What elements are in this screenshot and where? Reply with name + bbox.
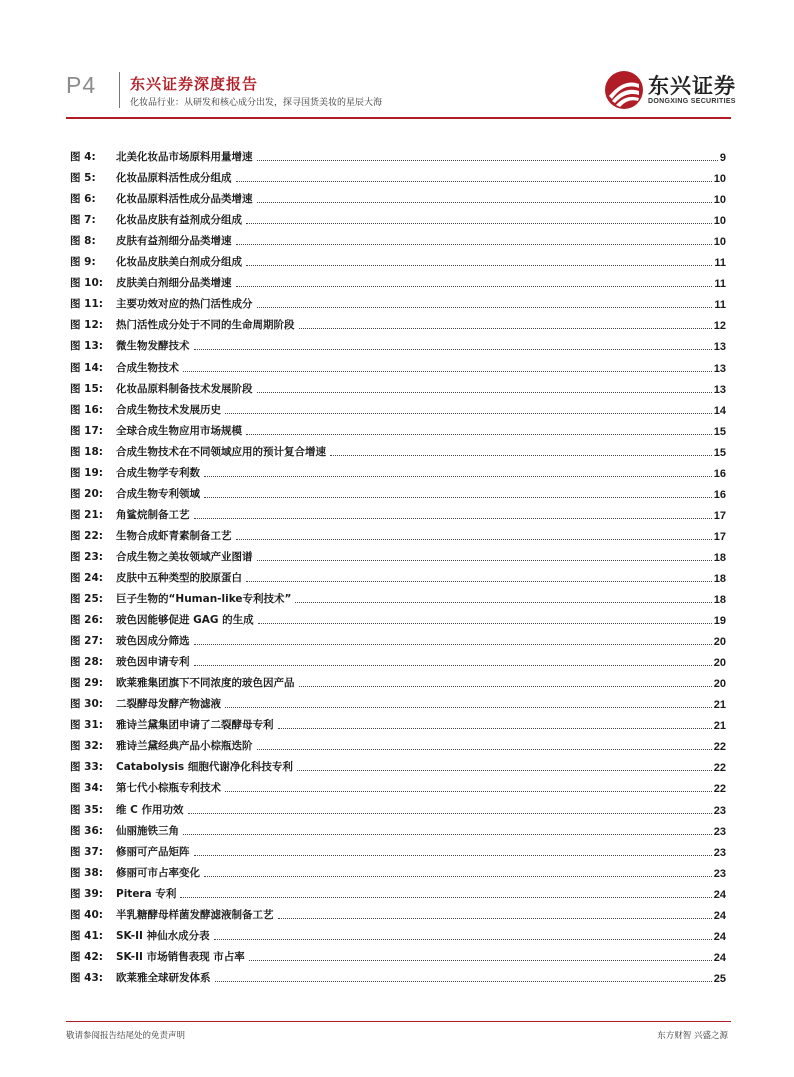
toc-entry[interactable]	[70, 501, 726, 522]
dot-leader	[299, 328, 712, 329]
toc-entry[interactable]	[70, 901, 726, 922]
figure-title: 生物合成虾青素制备工艺	[116, 529, 232, 542]
figure-title: 合成生物技术在不同领域应用的预计复合增速	[116, 445, 326, 458]
page-reference: 24	[713, 888, 726, 901]
page-reference: 24	[713, 930, 726, 943]
dot-leader	[183, 834, 712, 835]
toc-entry[interactable]	[70, 817, 726, 838]
toc-entry[interactable]	[70, 332, 726, 353]
figure-title: 热门活性成分处于不同的生命周期阶段	[116, 319, 295, 332]
page-reference: 22	[713, 783, 726, 796]
dot-leader	[236, 539, 712, 540]
figure-title: 化妆品皮肤美白剂成分组成	[116, 256, 242, 269]
toc-entry[interactable]	[70, 838, 726, 859]
toc-entry[interactable]	[70, 732, 726, 753]
figure-title: 微生物发酵技术	[116, 340, 190, 353]
figure-number: 图 19:	[70, 466, 103, 479]
toc-entry[interactable]	[70, 943, 726, 964]
figure-title: 主要功效对应的热门活性成分	[116, 298, 253, 311]
figure-title: SK-II 市场销售表现 市占率	[116, 950, 245, 963]
page-reference: 22	[713, 741, 726, 754]
figure-title: 合成生物学专利数	[116, 466, 200, 479]
figure-title: 修丽可市占率变化	[116, 866, 200, 879]
dot-leader	[257, 202, 712, 203]
figure-index-list	[70, 143, 726, 985]
page-reference: 19	[713, 615, 726, 628]
dot-leader	[278, 728, 712, 729]
figure-number: 图 15:	[70, 382, 103, 395]
figure-title: 玻色因申请专利	[116, 656, 190, 669]
page-reference: 23	[713, 825, 726, 838]
figure-number: 图 17:	[70, 424, 103, 437]
figure-title: 雅诗兰黛经典产品小棕瓶迭阶	[116, 740, 253, 753]
page-reference: 23	[713, 846, 726, 859]
page-reference: 20	[713, 636, 726, 649]
figure-number: 图 26:	[70, 614, 103, 627]
dot-leader	[246, 581, 712, 582]
logo-english-name: DONGXING SECURITIES	[648, 98, 736, 105]
toc-entry[interactable]	[70, 922, 726, 943]
figure-title: 化妆品原料制备技术发展阶段	[116, 382, 253, 395]
company-logo	[604, 70, 734, 112]
dot-leader	[225, 413, 712, 414]
dot-leader	[257, 160, 718, 161]
figure-number: 图 7:	[70, 214, 96, 227]
figure-number: 图 8:	[70, 235, 96, 248]
figure-title: 皮肤中五种类型的胶原蛋白	[116, 571, 242, 584]
footer-rule	[66, 1021, 731, 1022]
page-reference: 15	[713, 446, 726, 459]
logo-chinese-name: 东兴证券	[648, 74, 736, 98]
figure-title: 修丽可产品矩阵	[116, 845, 190, 858]
footer-slogan: 东方财智 兴盛之源	[657, 1031, 728, 1041]
dot-leader	[225, 791, 712, 792]
figure-title: 欧莱雅集团旗下不同浓度的玻色因产品	[116, 677, 295, 690]
page-reference: 9	[719, 152, 726, 165]
figure-title: SK-II 神仙水成分表	[116, 929, 210, 942]
dot-leader	[204, 876, 712, 877]
dot-leader	[204, 497, 712, 498]
page-reference: 11	[714, 257, 726, 270]
dot-leader	[246, 434, 712, 435]
figure-number: 图 27:	[70, 635, 103, 648]
figure-title: 化妆品原料活性成分品类增速	[116, 193, 253, 206]
toc-entry[interactable]	[70, 290, 726, 311]
figure-number: 图 6:	[70, 193, 96, 206]
figure-number: 图 35:	[70, 803, 103, 816]
figure-title: 角鲨烷制备工艺	[116, 508, 190, 521]
dot-leader	[194, 644, 712, 645]
dot-leader	[330, 455, 712, 456]
toc-entry[interactable]	[70, 227, 726, 248]
toc-entry[interactable]	[70, 774, 726, 795]
page-reference: 13	[713, 362, 726, 375]
figure-number: 图 20:	[70, 487, 103, 500]
figure-number: 图 12:	[70, 319, 103, 332]
figure-number: 图 41:	[70, 929, 103, 942]
page-reference: 21	[713, 699, 726, 712]
toc-entry[interactable]	[70, 753, 726, 774]
dot-leader	[297, 770, 712, 771]
figure-title: 玻色因成分筛选	[116, 635, 190, 648]
toc-entry[interactable]	[70, 711, 726, 732]
page-number: P4	[66, 72, 97, 98]
dot-leader	[236, 181, 712, 182]
toc-entry[interactable]	[70, 143, 726, 164]
dot-leader	[257, 749, 712, 750]
figure-number: 图 23:	[70, 550, 103, 563]
header-divider	[119, 72, 120, 108]
figure-number: 图 24:	[70, 571, 103, 584]
toc-entry[interactable]	[70, 627, 726, 648]
figure-number: 图 14:	[70, 361, 103, 374]
dot-leader	[257, 307, 713, 308]
toc-entry[interactable]	[70, 164, 726, 185]
figure-title: 半乳糖酵母样菌发酵滤液制备工艺	[116, 908, 274, 921]
figure-title: 第七代小棕瓶专利技术	[116, 782, 221, 795]
figure-number: 图 34:	[70, 782, 103, 795]
header-rule	[66, 117, 731, 119]
figure-title: 合成生物技术	[116, 361, 179, 374]
figure-title: Catabolysis 细胞代谢净化科技专利	[116, 761, 293, 774]
page-reference: 21	[713, 720, 726, 733]
figure-number: 图 25:	[70, 593, 103, 606]
figure-number: 图 36:	[70, 824, 103, 837]
page-reference: 15	[713, 425, 726, 438]
figure-title: Pitera 专利	[116, 887, 177, 900]
toc-entry[interactable]	[70, 185, 726, 206]
toc-entry[interactable]	[70, 564, 726, 585]
toc-entry[interactable]	[70, 543, 726, 564]
figure-number: 图 40:	[70, 908, 103, 921]
page-reference: 10	[713, 173, 726, 186]
figure-number: 图 28:	[70, 656, 103, 669]
dot-leader	[225, 707, 712, 708]
page-reference: 20	[713, 678, 726, 691]
figure-title: 化妆品皮肤有益剂成分组成	[116, 214, 242, 227]
page-reference: 16	[713, 467, 726, 480]
toc-entry[interactable]	[70, 438, 726, 459]
figure-number: 图 11:	[70, 298, 103, 311]
figure-number: 图 13:	[70, 340, 103, 353]
page-reference: 25	[713, 972, 726, 985]
figure-number: 图 18:	[70, 445, 103, 458]
figure-title: 玻色因能够促进 GAG 的生成	[116, 614, 254, 627]
dot-leader	[180, 897, 711, 898]
figure-number: 图 31:	[70, 719, 103, 732]
toc-entry[interactable]	[70, 396, 726, 417]
toc-entry[interactable]	[70, 522, 726, 543]
dot-leader	[194, 665, 712, 666]
toc-entry[interactable]	[70, 480, 726, 501]
figure-number: 图 38:	[70, 866, 103, 879]
figure-title: 维 C 作用功效	[116, 803, 184, 816]
page-header	[0, 0, 794, 122]
toc-entry[interactable]	[70, 459, 726, 480]
figure-number: 图 43:	[70, 971, 103, 984]
dot-leader	[194, 349, 712, 350]
page-reference: 13	[713, 341, 726, 354]
figure-number: 图 29:	[70, 677, 103, 690]
toc-entry[interactable]	[70, 248, 726, 269]
dot-leader	[258, 623, 712, 624]
page-reference: 14	[713, 404, 726, 417]
footer-disclaimer: 敬请参阅报告结尾处的免责声明	[66, 1031, 186, 1041]
figure-number: 图 37:	[70, 845, 103, 858]
toc-entry[interactable]	[70, 880, 726, 901]
toc-entry[interactable]	[70, 606, 726, 627]
figure-number: 图 22:	[70, 529, 103, 542]
figure-title: 雅诗兰黛集团申请了二裂酵母专利	[116, 719, 274, 732]
dot-leader	[278, 918, 712, 919]
dot-leader	[236, 286, 713, 287]
page-reference: 17	[713, 530, 726, 543]
toc-entry[interactable]	[70, 690, 726, 711]
figure-number: 图 21:	[70, 508, 103, 521]
figure-title: 二裂酵母发酵产物滤液	[116, 698, 221, 711]
dot-leader	[257, 560, 712, 561]
toc-entry[interactable]	[70, 375, 726, 396]
toc-entry[interactable]	[70, 669, 726, 690]
figure-title: 皮肤美白剂细分品类增速	[116, 277, 232, 290]
figure-title: 欧莱雅全球研发体系	[116, 971, 211, 984]
figure-title: 北美化妆品市场原料用量增速	[116, 151, 253, 164]
page-reference: 10	[713, 194, 726, 207]
page-reference: 23	[713, 867, 726, 880]
dot-leader	[299, 686, 712, 687]
dot-leader	[214, 939, 712, 940]
report-subtitle: 化妆品行业：从研发和核心成分出发，探寻国货美妆的星辰大海	[130, 98, 383, 108]
figure-title: 化妆品原料活性成分组成	[116, 172, 232, 185]
page-reference: 10	[713, 215, 726, 228]
page-reference: 11	[714, 299, 726, 312]
toc-entry[interactable]	[70, 311, 726, 332]
dot-leader	[183, 371, 712, 372]
dot-leader	[246, 265, 712, 266]
page-reference: 18	[713, 572, 726, 585]
report-title: 东兴证券深度报告	[130, 75, 259, 93]
toc-entry[interactable]	[70, 206, 726, 227]
figure-number: 图 5:	[70, 172, 96, 185]
figure-number: 图 39:	[70, 887, 103, 900]
figure-number: 图 4:	[70, 151, 96, 164]
page-reference: 17	[713, 509, 726, 522]
page-reference: 22	[713, 762, 726, 775]
figure-title: 皮肤有益剂细分品类增速	[116, 235, 232, 248]
figure-title: 仙丽施铁三角	[116, 824, 179, 837]
figure-title: 合成生物专利领域	[116, 487, 200, 500]
figure-number: 图 9:	[70, 256, 96, 269]
dot-leader	[215, 981, 712, 982]
figure-number: 图 16:	[70, 403, 103, 416]
toc-entry[interactable]	[70, 353, 726, 374]
toc-entry[interactable]	[70, 269, 726, 290]
figure-number: 图 30:	[70, 698, 103, 711]
page-reference: 20	[713, 657, 726, 670]
figure-title: 全球合成生物应用市场规模	[116, 424, 242, 437]
page-reference: 24	[713, 909, 726, 922]
dot-leader	[236, 244, 712, 245]
dot-leader	[204, 476, 712, 477]
toc-entry[interactable]	[70, 648, 726, 669]
page-reference: 18	[713, 551, 726, 564]
dongxing-logo-icon	[604, 70, 644, 110]
toc-entry[interactable]	[70, 859, 726, 880]
page-reference: 13	[713, 383, 726, 396]
toc-entry[interactable]	[70, 964, 726, 985]
page-reference: 23	[713, 804, 726, 817]
toc-entry[interactable]	[70, 795, 726, 816]
figure-title: 合成生物之美妆领域产业图谱	[116, 550, 253, 563]
page-reference: 10	[713, 236, 726, 249]
page-reference: 18	[713, 594, 726, 607]
dot-leader	[194, 518, 712, 519]
figure-number: 图 10:	[70, 277, 103, 290]
toc-entry[interactable]	[70, 417, 726, 438]
figure-title: 合成生物技术发展历史	[116, 403, 221, 416]
page-reference: 24	[713, 951, 726, 964]
toc-entry[interactable]	[70, 585, 726, 606]
dot-leader	[194, 855, 712, 856]
dot-leader	[249, 960, 712, 961]
figure-number: 图 42:	[70, 950, 103, 963]
figure-number: 图 32:	[70, 740, 103, 753]
dot-leader	[188, 813, 712, 814]
page-reference: 12	[713, 320, 726, 333]
figure-number: 图 33:	[70, 761, 103, 774]
page-reference: 16	[713, 488, 726, 501]
dot-leader	[257, 392, 712, 393]
figure-title: 巨子生物的“Human-like专利技术”	[116, 593, 292, 606]
dot-leader	[295, 602, 711, 603]
dot-leader	[246, 223, 712, 224]
page-reference: 11	[714, 278, 726, 291]
